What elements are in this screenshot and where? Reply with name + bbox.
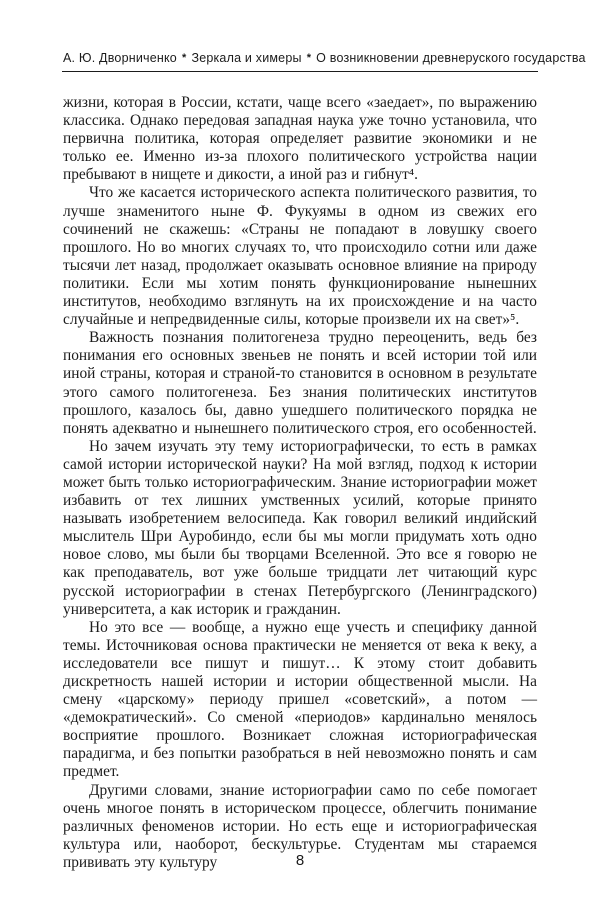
paragraph: Другими словами, знание историографии само по себе помогает очень многое понять в историческом процессе, облегчить понимание различных феноменов истории. Но есть еще и историографическая культура или, наоборот, бескультурье. Студентам мы стараемся прививать эту культуру <box>63 781 537 871</box>
paragraph: жизни, которая в России, кстати, чаще всего «заедает», по выражению классика. Однако передовая западная наука уже точно установила, что первична политика, которая определяет развитие экономики и не только ее. Именно из-за плохого политического устройства нации пребывают в нищете и дикости, а иной раз и гибнут⁴. <box>63 94 537 184</box>
header-author: А. Ю. Дворниченко <box>63 51 177 65</box>
page-body <box>63 94 537 872</box>
header-separator: * <box>306 52 312 64</box>
running-header <box>63 51 586 65</box>
paragraph: Но это все — вообще, а нужно еще учесть и специфику данной темы. Источниковая основа практически не меняется от века к веку, а исследователи все пишут и пишут… К этому стоит добавить дискретность нашей истории и истории общественной мысли. На смену «царскому» периоду пришел «советский», а потом — «демократический». Со сменой «периодов» кардинально менялось восприятие прошлого. Возникает сложная историографическая парадигма, и без попытки разобраться в ней невозможно понять и сам предмет. <box>63 618 537 781</box>
paragraph: Но зачем изучать эту тему историографически, то есть в рамках самой истории исторической науки? На мой взгляд, подход к истории может быть только историографическим. Знание историографии может избавить от тех лишних умственных усилий, которые принято называть изобретением велосипеда. Как говорил великий индийский мыслитель Шри Ауробиндо, если бы мы могли придумать хоть одно новое слово, мы были бы творцами Вселенной. Это все я говорю не как преподаватель, вот уже больше тридцати лет читающий курс русской историографии в стенах Петербургского (Ленинградского) университета, а как историк и гражданин. <box>63 437 537 618</box>
header-book-title: Зеркала и химеры <box>191 51 302 65</box>
paragraph: Важность познания политогенеза трудно переоценить, ведь без понимания его основных звеньев не понять и всей истории той или иной страны, которая и страной-то становится в основном в результате этого самого политогенеза. Без знания политических институтов прошлого, казалось бы, давно ушедшего политического порядка не понять адекватно и нынешнего политического строя, его особенностей. <box>63 329 537 437</box>
header-chapter-title: О возникновении древнеруского государства <box>316 51 586 65</box>
header-rule <box>62 71 538 72</box>
header-separator: * <box>181 52 187 64</box>
page-number: 8 <box>295 852 305 869</box>
paragraph: Что же касается исторического аспекта политического развития, то лучше знаменитого ныне Ф. Фукуямы в одном из свежих его сочинений не скажешь: «Страны не попадают в ловушку своего прошлого. Но во многих случаях то, что происходило сотни или даже тысячи лет назад, продолжает оказывать основное влияние на природу политики. Если мы хотим понять функционирование нынешних институтов, необходимо взглянуть на их происхождение и на часто случайные и непредвиденные силы, которые произвели их на свет»⁵. <box>63 184 537 329</box>
